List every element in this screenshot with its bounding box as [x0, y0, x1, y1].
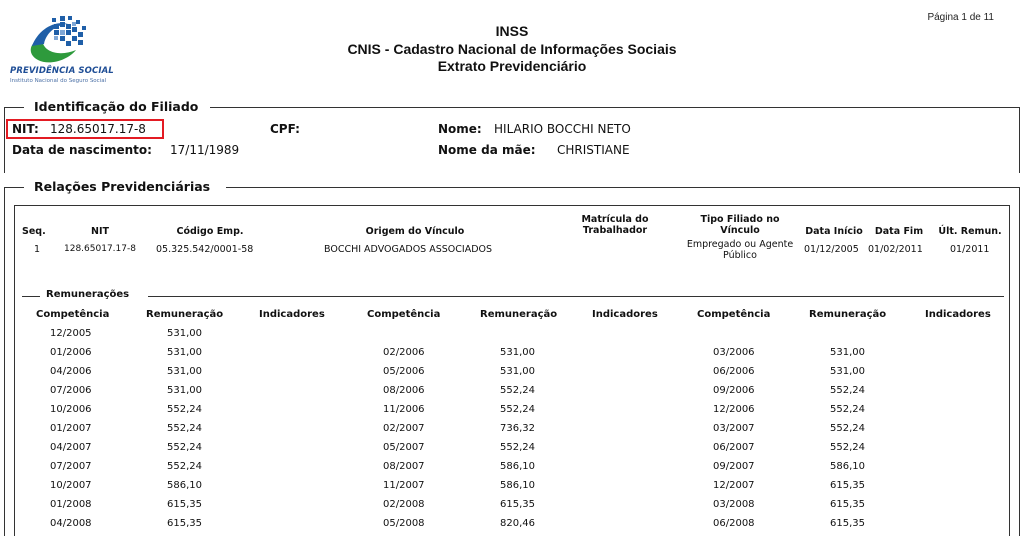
remuneracao-competencia-cell: 11/2006 — [383, 404, 425, 415]
remuneracao-remuneracao-cell: 615,35 — [830, 499, 865, 510]
header-competencia-1: Competência — [36, 309, 110, 320]
remuneracao-competencia-cell: 03/2008 — [713, 499, 755, 510]
remuneracao-competencia-cell: 04/2006 — [50, 366, 92, 377]
remuneracao-remuneracao-cell: 531,00 — [500, 347, 535, 358]
remuneracao-remuneracao-cell: 552,24 — [167, 461, 202, 472]
remuneracao-remuneracao-cell: 615,35 — [167, 499, 202, 510]
identificacao-title: Identificação do Filiado — [28, 99, 204, 114]
document-title-extrato: Extrato Previdenciário — [437, 58, 587, 74]
remuneracao-remuneracao-cell: 531,00 — [500, 366, 535, 377]
remuneracao-remuneracao-cell: 615,35 — [500, 499, 535, 510]
remuneracao-remuneracao-cell: 552,24 — [830, 385, 865, 396]
header-remuneracao-1: Remuneração — [146, 309, 224, 320]
remuneracao-remuneracao-cell: 531,00 — [830, 366, 865, 377]
header-nit: NIT — [91, 226, 109, 237]
remuneracao-remuneracao-cell: 586,10 — [167, 480, 202, 491]
mae-value: CHRISTIANE — [557, 143, 630, 157]
remuneracao-competencia-cell: 12/2007 — [713, 480, 755, 491]
remuneracao-remuneracao-cell: 552,24 — [500, 404, 535, 415]
header-inicio: Data Início — [805, 226, 863, 237]
remuneracao-remuneracao-cell: 552,24 — [830, 423, 865, 434]
logo-brand-text: PREVIDÊNCIA SOCIAL — [10, 66, 114, 76]
remuneracao-competencia-cell: 05/2007 — [383, 442, 425, 453]
remuneracao-competencia-cell: 08/2006 — [383, 385, 425, 396]
remuneracao-remuneracao-cell: 552,24 — [830, 442, 865, 453]
remuneracao-remuneracao-cell: 615,35 — [167, 518, 202, 529]
remuneracao-remuneracao-cell: 586,10 — [500, 461, 535, 472]
document-title-cnis: CNIS - Cadastro Nacional de Informações Sociais — [347, 41, 677, 57]
row-seq: 1 — [34, 244, 41, 255]
remuneracao-competencia-cell: 08/2007 — [383, 461, 425, 472]
mae-label: Nome da mãe: — [438, 143, 536, 157]
row-codigo: 05.325.542/0001-58 — [156, 244, 254, 255]
remuneracao-remuneracao-cell: 586,10 — [830, 461, 865, 472]
row-remun: 01/2011 — [950, 244, 990, 255]
page-number: Página 1 de 11 — [927, 12, 994, 23]
remuneracao-competencia-cell: 02/2007 — [383, 423, 425, 434]
header-codigo: Código Emp. — [176, 226, 244, 237]
remuneracao-remuneracao-cell: 531,00 — [830, 347, 865, 358]
remuneracao-competencia-cell: 01/2008 — [50, 499, 92, 510]
nome-label: Nome: — [438, 122, 482, 136]
remuneracao-competencia-cell: 12/2005 — [50, 328, 92, 339]
remuneracao-competencia-cell: 07/2006 — [50, 385, 92, 396]
identificacao-section — [4, 107, 1020, 173]
header-seq: Seq. — [22, 226, 46, 237]
header-fim: Data Fim — [874, 226, 924, 237]
header-competencia-3: Competência — [697, 309, 771, 320]
remuneracao-competencia-cell: 06/2008 — [713, 518, 755, 529]
relacoes-title: Relações Previdenciárias — [28, 179, 216, 194]
remuneracao-remuneracao-cell: 531,00 — [167, 347, 202, 358]
remuneracao-remuneracao-cell: 615,35 — [830, 518, 865, 529]
nit-label: NIT: — [12, 122, 39, 136]
cpf-label: CPF: — [270, 122, 300, 136]
remuneracao-remuneracao-cell: 531,00 — [167, 328, 202, 339]
header-indicadores-1: Indicadores — [259, 309, 325, 320]
remuneracao-competencia-cell: 07/2007 — [50, 461, 92, 472]
remuneracoes-title: Remunerações — [42, 289, 133, 300]
remuneracao-competencia-cell: 12/2006 — [713, 404, 755, 415]
remuneracao-competencia-cell: 09/2007 — [713, 461, 755, 472]
remuneracao-remuneracao-cell: 552,24 — [500, 385, 535, 396]
remuneracao-competencia-cell: 10/2007 — [50, 480, 92, 491]
header-origem: Origem do Vínculo — [365, 226, 465, 237]
remuneracao-remuneracao-cell: 552,24 — [830, 404, 865, 415]
document-title-inss: INSS — [495, 23, 529, 39]
remuneracao-remuneracao-cell: 531,00 — [167, 366, 202, 377]
row-nit: 128.65017.17-8 — [64, 244, 136, 254]
remuneracao-competencia-cell: 09/2006 — [713, 385, 755, 396]
remuneracao-competencia-cell: 01/2006 — [50, 347, 92, 358]
remuneracao-remuneracao-cell: 552,24 — [167, 442, 202, 453]
remuneracao-competencia-cell: 06/2007 — [713, 442, 755, 453]
remuneracao-remuneracao-cell: 586,10 — [500, 480, 535, 491]
remuneracao-remuneracao-cell: 736,32 — [500, 423, 535, 434]
remuneracao-competencia-cell: 05/2006 — [383, 366, 425, 377]
remuneracao-remuneracao-cell: 552,24 — [500, 442, 535, 453]
remuneracao-competencia-cell: 03/2006 — [713, 347, 755, 358]
row-origem: BOCCHI ADVOGADOS ASSOCIADOS — [324, 244, 493, 255]
header-indicadores-2: Indicadores — [592, 309, 658, 320]
row-tipo: Empregado ou Agente Público — [686, 239, 794, 261]
remuneracao-remuneracao-cell: 552,24 — [167, 423, 202, 434]
row-fim: 01/02/2011 — [868, 244, 923, 255]
remuneracao-competencia-cell: 01/2007 — [50, 423, 92, 434]
nascimento-value: 17/11/1989 — [170, 143, 240, 157]
remuneracao-remuneracao-cell: 615,35 — [830, 480, 865, 491]
remuneracao-competencia-cell: 04/2007 — [50, 442, 92, 453]
header-remuneracao-2: Remuneração — [480, 309, 558, 320]
remuneracao-competencia-cell: 10/2006 — [50, 404, 92, 415]
remuneracao-remuneracao-cell: 552,24 — [167, 404, 202, 415]
remuneracao-competencia-cell: 02/2006 — [383, 347, 425, 358]
logo-subtitle: Instituto Nacional do Seguro Social — [10, 78, 107, 84]
nit-value: 128.65017.17-8 — [50, 122, 146, 136]
remuneracao-competencia-cell: 05/2008 — [383, 518, 425, 529]
remuneracao-competencia-cell: 11/2007 — [383, 480, 425, 491]
remuneracao-remuneracao-cell: 531,00 — [167, 385, 202, 396]
header-competencia-2: Competência — [367, 309, 441, 320]
remuneracao-remuneracao-cell: 820,46 — [500, 518, 535, 529]
remuneracao-competencia-cell: 02/2008 — [383, 499, 425, 510]
header-tipo: Tipo Filiado no Vínculo — [700, 214, 780, 236]
header-remuneracao-3: Remuneração — [809, 309, 887, 320]
remuneracao-competencia-cell: 06/2006 — [713, 366, 755, 377]
header-indicadores-3: Indicadores — [925, 309, 991, 320]
nascimento-label: Data de nascimento: — [12, 143, 152, 157]
header-remun: Últ. Remun. — [938, 226, 1002, 237]
header-matricula: Matrícula do Trabalhador — [581, 214, 649, 236]
row-inicio: 01/12/2005 — [804, 244, 859, 255]
nome-value: HILARIO BOCCHI NETO — [494, 122, 631, 136]
remuneracao-competencia-cell: 03/2007 — [713, 423, 755, 434]
remuneracao-competencia-cell: 04/2008 — [50, 518, 92, 529]
